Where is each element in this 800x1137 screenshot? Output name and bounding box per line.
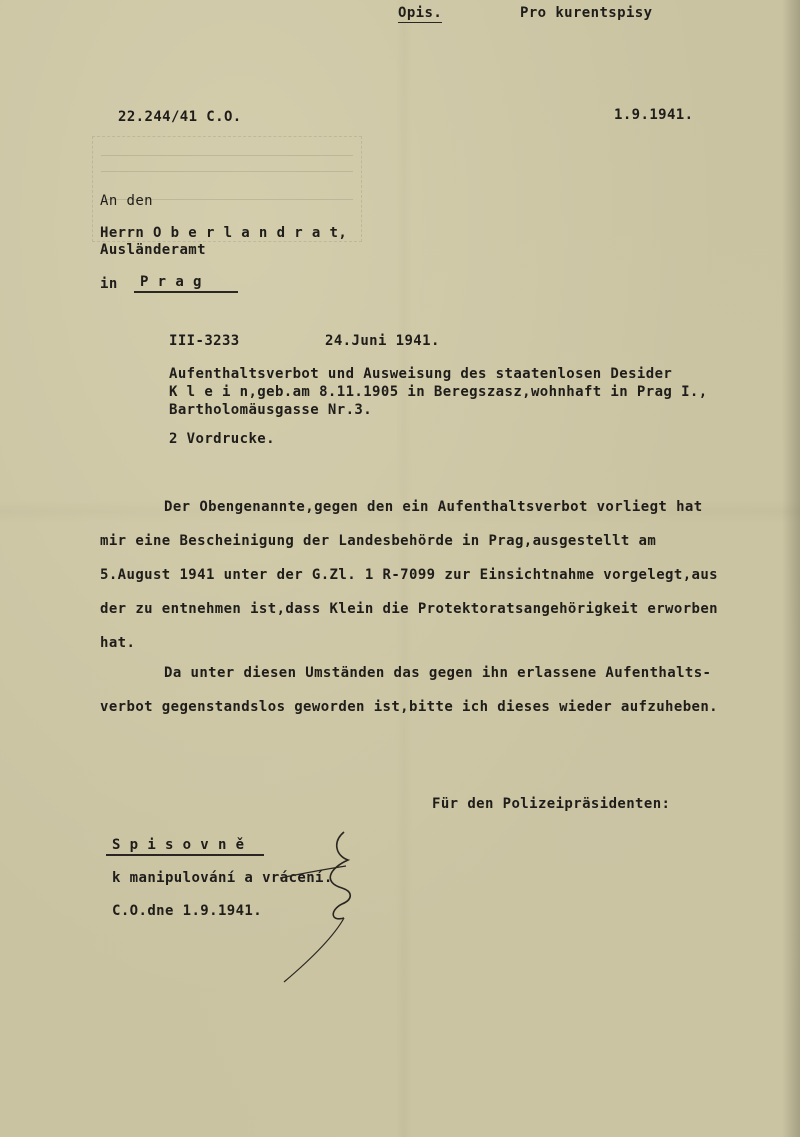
body-line: 5.August 1941 unter der G.Zl. 1 R-7099 zur Einsichtnahme vorgelegt,aus — [100, 567, 719, 583]
opis-underline — [398, 22, 442, 23]
body-line: der zu entnehmen ist,dass Klein die Protektoratsangehörigkeit erworben — [100, 601, 719, 617]
an-den-label: An den — [100, 193, 153, 209]
filing-dept-date: C.O.dne 1.9.1941. — [112, 903, 263, 919]
city-name: P r a g — [140, 274, 202, 290]
subject-line: Aufenthaltsverbot und Ausweisung des staatenlosen Desider — [169, 366, 673, 382]
paper-edge-shadow — [782, 0, 800, 1137]
filing-instruction: k manipulování a vrácení. — [112, 870, 333, 886]
enclosure-note: 2 Vordrucke. — [169, 431, 275, 447]
file-reference-date: 24.Juni 1941. — [325, 333, 440, 349]
spisovne-label: S p i s o v n ě — [112, 837, 245, 853]
body-line: verbot gegenstandslos geworden ist,bitte ich dieses wieder aufzuheben. — [100, 699, 719, 715]
opis-label: Opis. — [398, 5, 443, 21]
spisovne-underline — [106, 854, 264, 856]
subject-line: Bartholomäusgasse Nr.3. — [169, 402, 373, 418]
handwritten-signature — [270, 826, 370, 986]
subject-line: K l e i n,geb.am 8.11.1905 in Beregszasz,wohnhaft in Prag I., — [169, 384, 708, 400]
recipient-office: Ausländeramt — [100, 242, 206, 258]
signoff-line: Für den Polizeipräsidenten: — [432, 796, 671, 812]
body-line: Der Obengenannte,gegen den ein Aufenthaltsverbot vorliegt hat — [164, 499, 703, 515]
file-reference: III-3233 — [169, 333, 240, 349]
body-line: mir eine Bescheinigung der Landesbehörde in Prag,ausgestellt am — [100, 533, 657, 549]
body-line: Da unter diesen Umständen das gegen ihn erlassene Aufenthalts- — [164, 665, 712, 681]
document-date: 1.9.1941. — [614, 107, 694, 123]
in-label: in — [100, 276, 118, 292]
body-line: hat. — [100, 635, 136, 651]
city-underline — [134, 291, 238, 293]
recipient-name: Herrn O b e r l a n d r a t, — [100, 225, 348, 241]
reference-number: 22.244/41 C.O. — [118, 109, 242, 125]
pro-kurentspisy-label: Pro kurentspisy — [520, 5, 653, 21]
